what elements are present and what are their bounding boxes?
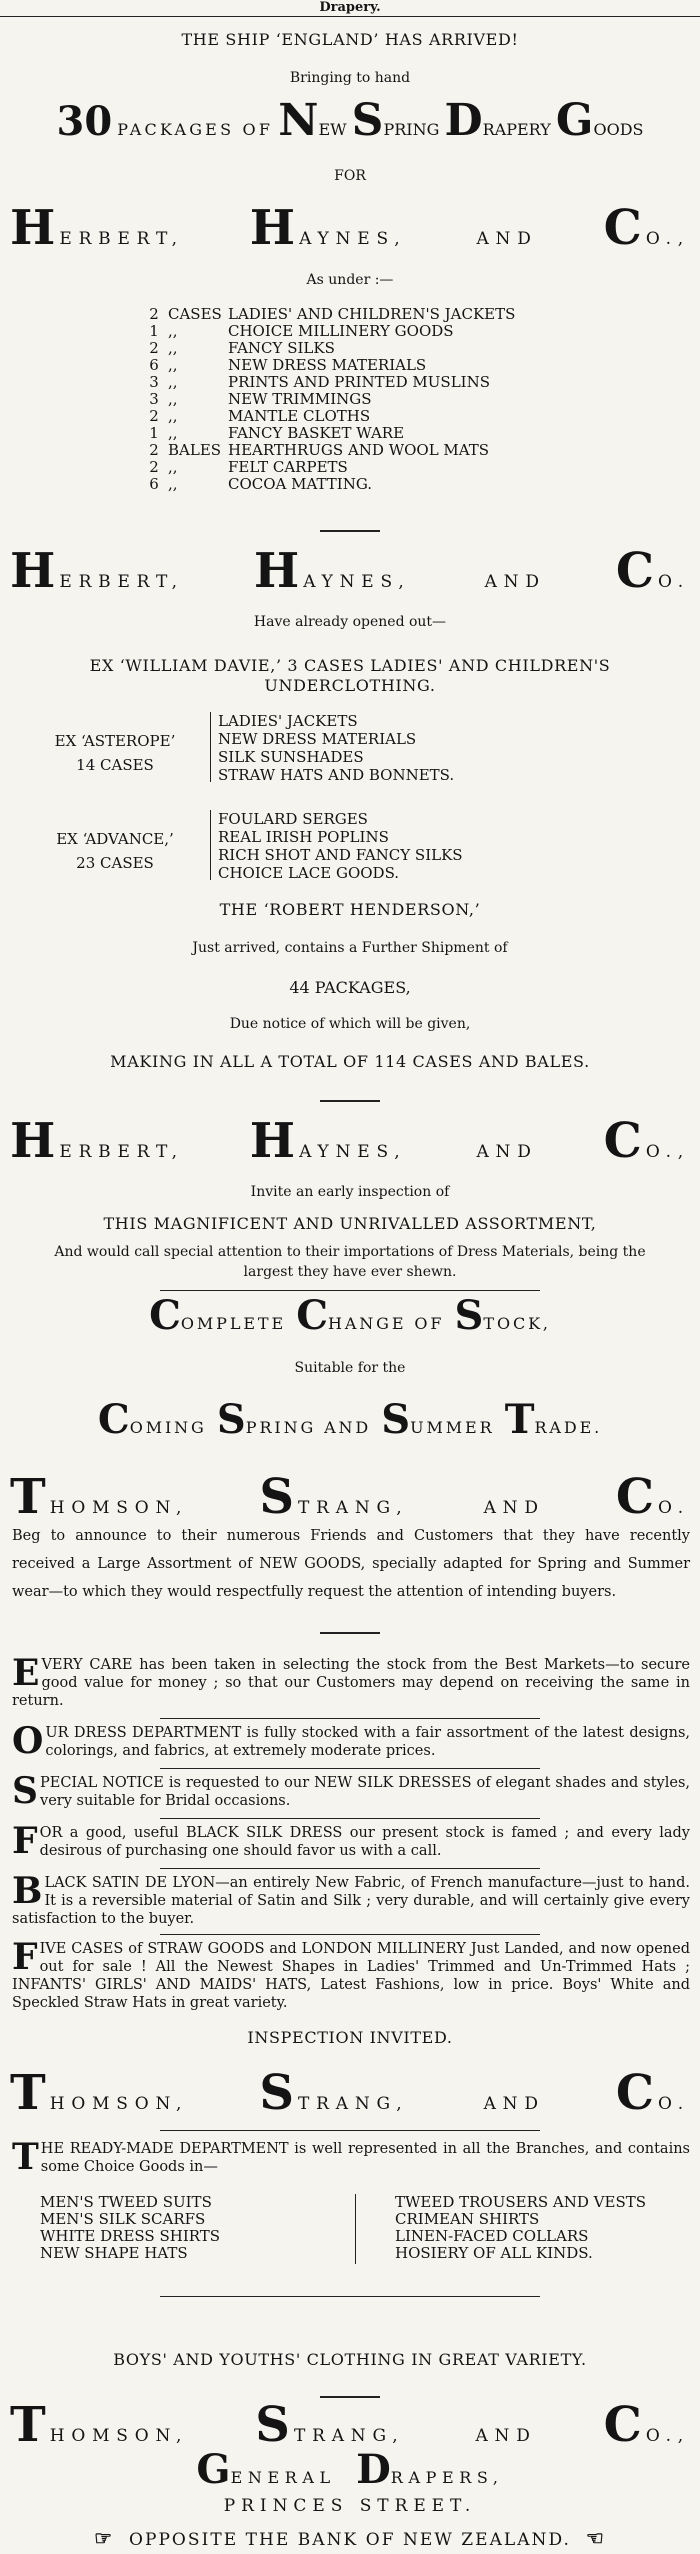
item-unit: ,, [168, 424, 178, 442]
item-unit: CASES [168, 305, 222, 323]
firm-herbert-haynes-2 [10, 543, 690, 599]
opposite-bank-line [0, 2526, 700, 2550]
spring-rest: PRING [383, 120, 440, 139]
heading-initial: S [454, 1292, 484, 1339]
packages-headline [0, 95, 700, 146]
divider [160, 1934, 540, 1935]
drop-cap: F [12, 1820, 38, 1862]
paragraph-text: VERY CARE has been taken in selecting the stock from the Best Markets—to secure good value for money ; so that our Customers may depend on receiving the same in return. [12, 1657, 690, 1709]
drop-cap: F [12, 1936, 38, 1978]
divider [160, 1290, 540, 1291]
firm-word-initial: S [259, 1469, 295, 1525]
asterope-label [40, 732, 190, 774]
paragraph-text: UR DRESS DEPARTMENT is fully stocked with a fair assortment of the latest designs, colorings, and fabrics, at extremely moderate prices. [45, 1725, 690, 1759]
general-drapers-line [0, 2446, 700, 2493]
divider [160, 1768, 540, 1769]
column-divider [355, 2194, 356, 2264]
list-item [140, 323, 600, 340]
firm-word-initial: H [249, 1113, 296, 1169]
firm-word-rest: AYNES, [299, 1142, 407, 1162]
paragraph-black-silk [12, 1820, 690, 1862]
list-item: WHITE DRESS SHIRTS [40, 2227, 221, 2245]
complete-change-heading [0, 1292, 700, 1339]
item-qty: 6 [149, 356, 159, 374]
heading-initial: S [381, 1396, 411, 1443]
firm-word-rest: AYNES, [303, 572, 411, 592]
paragraph-black-satin [12, 1870, 690, 1928]
item-unit: ,, [168, 373, 178, 391]
firm-word-rest: O. [658, 2094, 690, 2114]
bringing-line: Bringing to hand [289, 70, 411, 86]
item-qty: 2 [149, 407, 159, 425]
firm-word-rest: AND [476, 229, 538, 249]
drapery-initial: D [444, 95, 483, 146]
advance-list [218, 810, 618, 882]
item-text: FANCY SILKS [228, 339, 335, 357]
drapery-rest: RAPERY [482, 120, 551, 139]
list-item: TWEED TROUSERS AND VESTS [395, 2193, 647, 2211]
item-text: COCOA MATTING. [228, 475, 373, 493]
list-item: CRIMEAN SHIRTS [395, 2210, 540, 2228]
list-item [140, 357, 600, 374]
paragraph-every-care [12, 1652, 690, 1710]
firm-word-rest: O. [658, 572, 690, 592]
as-under-line: As under :— [306, 272, 394, 288]
list-item [140, 391, 600, 408]
drop-cap: E [12, 1652, 40, 1694]
item-unit: ,, [168, 339, 178, 357]
opposite-text: OPPOSITE THE BANK OF NEW ZEALAND. [129, 2530, 571, 2550]
divider [320, 1100, 380, 1102]
firm-word-rest: AND [484, 572, 546, 592]
firm-word-rest: AND [475, 2426, 537, 2446]
item-qty: 2 [149, 339, 159, 357]
robert-henderson-line: THE ‘ROBERT HENDERSON,’ [219, 900, 481, 919]
ready-made-right-list [395, 2194, 695, 2262]
firm-word-rest: O., [645, 2426, 690, 2446]
item-unit: ,, [168, 390, 178, 408]
item-text: FANCY BASKET WARE [228, 424, 405, 442]
item-text: PRINTS AND PRINTED MUSLINS [228, 373, 490, 391]
firm-word-rest: AND [483, 1498, 545, 1518]
ship-name: EX ‘ASTEROPE’ [54, 732, 176, 750]
brace [210, 810, 211, 880]
firm-word-rest: TRANG, [298, 1498, 409, 1518]
item-qty: 3 [149, 373, 159, 391]
list-item: MEN'S TWEED SUITS [40, 2193, 212, 2211]
item-text: CHOICE MILLINERY GOODS [228, 322, 454, 340]
heading-initial: S [216, 1396, 246, 1443]
firm-thomson-strang-1 [10, 1469, 690, 1525]
firm-word-initial: H [10, 1113, 56, 1169]
firm-word-initial: S [259, 2065, 295, 2121]
goods-initial: G [555, 95, 594, 146]
list-item: MEN'S SILK SCARFS [40, 2210, 206, 2228]
item-unit: ,, [168, 407, 178, 425]
firm-word-initial: C [603, 2397, 642, 2453]
opened-line: Have already opened out— [253, 614, 447, 630]
attention-line-2: largest they have ever shewn. [243, 1264, 457, 1280]
firm-word-rest: AND [476, 1142, 538, 1162]
brace [210, 712, 211, 782]
ship-cases: 23 CASES [76, 854, 154, 872]
suitable-line: Suitable for the [294, 1360, 406, 1376]
heading-initial: C [97, 1396, 130, 1443]
list-item [140, 442, 600, 459]
firm-herbert-haynes-1 [10, 200, 690, 256]
list-item: FOULARD SERGES [218, 810, 368, 828]
intro-paragraph: Beg to announce to their numerous Friends and Customers that they have recently received a Large Assortment of NEW GOODS, specially adapted for Spring and Summer wear—to which they would respectfully request the attention of intending buyers. [12, 1528, 690, 1600]
item-qty: 2 [149, 441, 159, 459]
item-unit: ,, [168, 356, 178, 374]
drop-cap: T [12, 2136, 39, 2178]
firm-word-initial: H [249, 200, 296, 256]
firm-word-rest: TRANG, [298, 2094, 409, 2114]
firm-word-initial: C [603, 200, 642, 256]
divider [160, 1868, 540, 1869]
divider [320, 2396, 380, 2398]
firm-word-rest: HOMSON, [49, 2094, 189, 2114]
item-text: NEW TRIMMINGS [228, 390, 372, 408]
list-item: LADIES' JACKETS [218, 712, 358, 730]
firm-word-rest: ERBERT, [59, 572, 184, 592]
item-unit: ,, [168, 475, 178, 493]
heading-initial: T [504, 1396, 535, 1443]
divider [160, 2130, 540, 2131]
paragraph-text: LACK SATIN DE LYON—an entirely New Fabric, of French manufacture—just to hand. It is a reversible material of Satin and Silk ; very durable, and will certainly give every satisfaction to the buyer. [12, 1875, 690, 1927]
pointing-hand-left-icon: ☞ [94, 2526, 115, 2550]
list-item: STRAW HATS AND BONNETS. [218, 766, 455, 784]
drop-cap: O [12, 1720, 44, 1762]
drop-cap: B [12, 1870, 43, 1912]
heading-initial: D [356, 2446, 391, 2493]
davie-line-1: EX ‘WILLIAM DAVIE,’ 3 CASES LADIES' AND CHILDREN'S [89, 656, 611, 675]
pointing-hand-right-icon: ☜ [585, 2526, 606, 2550]
item-qty: 2 [149, 305, 159, 323]
heading-rest: PRING AND [245, 1418, 372, 1437]
firm-word-rest: O., [645, 229, 690, 249]
firm-word-initial: S [255, 2397, 290, 2453]
goods-list [140, 306, 600, 493]
heading-rest: RADE. [534, 1418, 603, 1437]
item-text: MANTLE CLOTHS [228, 407, 371, 425]
list-item [140, 408, 600, 425]
list-item [140, 459, 600, 476]
davie-line-2: UNDERCLOTHING. [264, 676, 436, 695]
spring-initial: S [351, 95, 384, 146]
item-text: HEARTHRUGS AND WOOL MATS [228, 441, 490, 459]
item-qty: 1 [149, 424, 159, 442]
heading-rest: RAPERS, [390, 2468, 504, 2487]
assortment-line: THIS MAGNIFICENT AND UNRIVALLED ASSORTMENT, [103, 1214, 597, 1233]
firm-word-rest: ERBERT, [59, 229, 184, 249]
paragraph-text: HE READY-MADE DEPARTMENT is well represented in all the Branches, and contains some Choice Goods in— [40, 2141, 690, 2175]
firm-word-initial: C [615, 543, 655, 599]
list-item: LINEN-FACED COLLARS [395, 2227, 589, 2245]
firm-word-rest: HOMSON, [49, 1498, 189, 1518]
goods-rest: OODS [593, 120, 644, 139]
divider [320, 1632, 380, 1634]
list-item: SILK SUNSHADES [218, 748, 364, 766]
item-qty: 1 [149, 322, 159, 340]
item-text: FELT CARPETS [228, 458, 348, 476]
firm-word-initial: T [10, 1469, 46, 1525]
asterope-list [218, 712, 618, 784]
paragraph-special-notice [12, 1770, 690, 1812]
heading-initial: G [196, 2446, 231, 2493]
firm-word-initial: H [10, 543, 56, 599]
item-unit: BALES [168, 441, 222, 459]
firm-word-initial: C [615, 1469, 655, 1525]
arrived-line: Just arrived, contains a Further Shipment of [192, 940, 508, 956]
firm-word-initial: T [10, 2065, 46, 2121]
ship-name: EX ‘ADVANCE,’ [56, 830, 174, 848]
list-item [140, 476, 600, 493]
divider [160, 2296, 540, 2297]
divider [320, 530, 380, 532]
boys-clothing-line: BOYS' AND YOUTHS' CLOTHING IN GREAT VARIETY. [113, 2350, 587, 2369]
heading-rest: HANGE OF [328, 1314, 445, 1333]
ship-arrived-line: THE SHIP ‘ENGLAND’ HAS ARRIVED! [181, 30, 519, 49]
firm-thomson-strang-3 [10, 2397, 690, 2453]
list-item: NEW SHAPE HATS [40, 2244, 188, 2262]
item-qty: 2 [149, 458, 159, 476]
princes-street-line: PRINCES STREET. [223, 2496, 477, 2516]
list-item [140, 340, 600, 357]
heading-rest: UMMER [410, 1418, 495, 1437]
paragraph-text: OR a good, useful BLACK SILK DRESS our present stock is famed ; and every lady desirous of purchasing one should favor us with a call. [39, 1825, 690, 1859]
section-header: Drapery. [0, 0, 700, 17]
packages-text: PACKAGES OF [117, 120, 274, 139]
list-item: RICH SHOT AND FANCY SILKS [218, 846, 463, 864]
divider [160, 1818, 540, 1819]
package-count: 30 [56, 98, 113, 145]
paragraph-ready-made [12, 2136, 690, 2178]
divider [160, 1718, 540, 1719]
attention-line-1: And would call special attention to their importations of Dress Materials, being the [54, 1244, 646, 1260]
firm-word-initial: T [10, 2397, 46, 2453]
list-item [140, 374, 600, 391]
ready-made-left-list [40, 2194, 340, 2262]
list-item: HOSIERY OF ALL KINDS. [395, 2244, 593, 2262]
item-unit: ,, [168, 322, 178, 340]
firm-word-rest: HOMSON, [49, 2426, 189, 2446]
item-text: NEW DRESS MATERIALS [228, 356, 427, 374]
firm-word-rest: ERBERT, [59, 1142, 184, 1162]
firm-word-rest: O. [658, 1498, 690, 1518]
total-line: MAKING IN ALL A TOTAL OF 114 CASES AND BALES. [110, 1052, 590, 1071]
item-qty: 3 [149, 390, 159, 408]
coming-spring-heading [0, 1396, 700, 1443]
inspection-line: INSPECTION INVITED. [247, 2028, 453, 2047]
firm-word-initial: C [603, 1113, 642, 1169]
list-item [140, 425, 600, 442]
advance-label [40, 830, 190, 872]
ship-cases: 14 CASES [76, 756, 154, 774]
paragraph-text: PECIAL NOTICE is requested to our NEW SILK DRESSES of elegant shades and styles, very suitable for Bridal occasions. [40, 1775, 690, 1809]
drop-cap: S [12, 1770, 38, 1812]
firm-thomson-strang-2 [10, 2065, 690, 2121]
list-item: CHOICE LACE GOODS. [218, 864, 400, 882]
item-qty: 6 [149, 475, 159, 493]
firm-herbert-haynes-3 [10, 1113, 690, 1169]
firm-word-initial: H [10, 200, 56, 256]
heading-initial: C [149, 1292, 181, 1339]
paragraph-dress-department [12, 1720, 690, 1762]
packages-44-line: 44 PACKAGES, [289, 978, 411, 997]
heading-rest: OMING [129, 1418, 207, 1437]
new-initial: N [278, 95, 319, 146]
firm-word-rest: AND [483, 2094, 545, 2114]
heading-rest: TOCK, [483, 1314, 551, 1333]
invite-line: Invite an early inspection of [250, 1184, 450, 1200]
list-item: NEW DRESS MATERIALS [218, 730, 417, 748]
list-item: REAL IRISH POPLINS [218, 828, 389, 846]
firm-word-rest: AYNES, [299, 229, 407, 249]
heading-rest: ENERAL [230, 2468, 336, 2487]
list-item [140, 306, 600, 323]
firm-word-rest: O., [645, 1142, 690, 1162]
for-line: FOR [334, 168, 366, 184]
item-text: LADIES' AND CHILDREN'S JACKETS [228, 305, 516, 323]
firm-word-rest: TRANG, [293, 2426, 405, 2446]
paragraph-straw-goods [12, 1936, 690, 2012]
firm-word-initial: C [615, 2065, 655, 2121]
item-unit: ,, [168, 458, 178, 476]
heading-initial: C [296, 1292, 329, 1339]
firm-word-initial: H [253, 543, 300, 599]
notice-line: Due notice of which will be given, [229, 1016, 471, 1032]
new-rest: EW [318, 120, 347, 139]
paragraph-text: IVE CASES of STRAW GOODS and LONDON MILLINERY Just Landed, and now opened out for sale ! All the Newest Shapes in Ladies' Trimmed and Un-Trimmed Hats ; INFANTS' GIRLS' AND MAIDS' HATS, Latest Fashions, low in price. Boys' White and Speckled Straw Hats in great variety. [12, 1941, 690, 2011]
heading-rest: OMPLETE [180, 1314, 287, 1333]
